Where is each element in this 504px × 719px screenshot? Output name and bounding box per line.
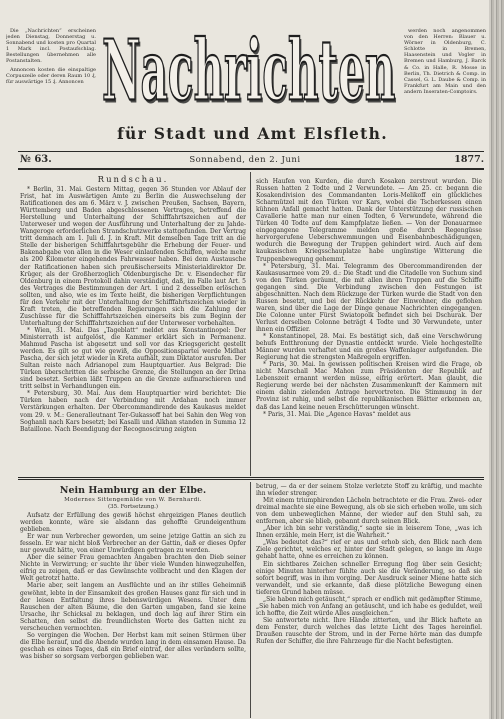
feuilleton-rule-second: [18, 479, 484, 480]
rundschau-right-column: [256, 178, 482, 473]
article-paragraph: * Paris, 30. Mai. In gewissen politischen Kreisen wird die Frage, ob nicht Marschall Mac Mahon zum Präsidenten der Republik auf Lebenszeit ernannt werden müsse, eifrig erörtert. Man glaubt, die Regierung werde bei der nächsten Zusammenkunft der Kammern mit einem dahin zielenden Antrage hervortreten. Die Stimmung in der Provinz ist ruhig, und selbst die republikanischen Blätter erkennen an, daß das Land keine neuen Erschütterungen wünscht.: [256, 361, 482, 411]
article-paragraph: * Petersburg, 31. Mai. Telegramm des Obercommandirenden der Kaukasusarmee vom 29. d.: Die Stadt und die Citadelle von Suchum sind von den Türken geräumt, die mit allen ihren Truppen auf die Schiffe gegangen sind. Die Verbindung zwischen den Festungen ist abgeschnitten. Nach dem Rückzuge der Türken wurde die Stadt von den Russen besetzt, und bei der Rückkehr der Einwohner, die geflohen waren, sind über die Lage der Dinge genaue Nachrichten eingegangen. Die Colonne unter Fürst Swiatopolk befindet sich bei Dschurak. Der Verlust derselben Colonne beträgt 4 Todte und 30 Verwundete, unter ihnen ein Offizier.: [256, 262, 482, 333]
story-paragraph: Aufsatz der Erfüllung des gewiß höchst ehrgeizigen Planes deutlich werden konnte, wäre sie alsdann das gehoffte Grundeigenthum geblieben.: [20, 512, 246, 534]
issue-date: Sonnabend, den 2. Juni: [189, 155, 301, 165]
story-paragraph: Mit einem triumphirenden Lächeln betrachtete er die Frau. Zwei- oder dreimal machte sie eine Bewegung, als ob sie sich erheben wolle, um sich von dem unbeweglichen Manne, der wieder auf den Stuhl sah, zu entfernen, aber sie blieb, gebannt durch seinen Blick.: [256, 497, 482, 526]
article-paragraph: * Berlin, 31. Mai. Gestern Mittag, gegen 36 Stunden vor Ablauf der Frist, hat im Auswärtigen Amte zu Berlin die Auswechselung der Ratificationen des am 6. März v. J. zwischen Preußen, Sachsen, Bayern, Württemberg und Baden abgeschlossenen Vertrages, betreffend die Herstellung und Unterhaltung der Schifffahrtszeichen auf der Unterweser und wegen der Ausführung und Unterhaltung der zu Jahde-Wangeroge erforderlichen Strandschutzwerke stattgefunden. Der Vertrag tritt demnach am 1. Juli d. J. in Kraft. Mit demselben Tage tritt an die Stelle der bisherigen Schifffahrtsgebühr die Erhebung der Feuer- und Bakenabgabe von allen in die Weser einlaufenden Schiffen, welche mehr als 200 Kilometer eingehendes Fahrwasser haben. Bei dem Austausche der Ratificationen haben sich preußischerseits Ministerialdirektor Dr. Krüger, als der Großherzoglich Oldenburgische Dr. v. Eisendecher für Oldenburg in einem Protokoll dahin verständigt, daß, im Falle laut Art. 5 des Vertrages die Bestimmungen der Art. 1 und 2 desselben erlöschen sollten, und also, wie es im Texte heißt, die bisherigen Verpflichtungen für den Verkehr mit der Unterhaltung der Schifffahrtszeichen wieder in Kraft treten, die betreffenden Regierungen sich die Zahlung der Zuschüsse für die Schifffahrtszeichen einerseits bis zum Beginn der Unterhaltung der Schifffahrtszeichen auf der Unterweser vorbehalten.: [20, 186, 246, 327]
article-paragraph: sich Haufen von Kurden, die durch Kosaken zerstreut wurden. Die Russen hatten 2 Todte und 2 Verwundete. — Am 25. cr. begann die Kosakendivision des Commandanten Loris-Melikoff ein glückliches Scharmützel mit den Türken vor Kars, wobei die Tscherkessen einen kühnen Anfall gemacht hatten. Dank der Unterstützung der russischen Cavallerie hatte man nur einen Todten, 6 Verwundete, während die Türken 40 Todte auf dem Kampfplatze ließen. — Von der Donauarmee eingegangene Telegramme melden große durch Regengüsse hervorgerufene Ueberschwemmungen und Eisenbahnbeschädigungen, wodurch die Bewegung der Truppen gehindert wird. Auch auf dem kaukasischen Kriegsschauplatze habe ungünstige Witterung die Truppenbewegung gehemmt.: [256, 178, 482, 263]
feuilleton-left-column: [20, 512, 246, 717]
feuilleton-rule: [18, 477, 484, 478]
story-paragraph: So vergingen die Wochen. Der Herbst kam mit seinen Stürmen über die Elbe herauf, und die Abende wurden lang in dem einsamen Hause. Da geschah es eines Tages, daß ein Brief eintraf, der alles verändern sollte, was bisher so sorgsam verborgen geblieben war.: [20, 631, 246, 660]
article-paragraph: * Wien, 31. Mai. Das „Tageblatt“ meldet aus Konstantinopel: Der Ministerrath ist aufgelöst, die Kammer erklärt sich in Permanenz. Mahmud Pascha ist abgesetzt und soll vor das Kriegsgericht gestellt werden. Es gilt so gut wie gewiß, die Oppositionspartei werde Midhat Pascha, der sich jetzt wieder in Kreta aufhält, zum Diktator ausrufen. Der Sultan reiste nach Adrianopel zum Hauptquartier. Aus Belgrad: Die Türken überschritten die serbische Grenze, die Stellungen an der Drina sind besetzt. Serbien läßt Truppen an die Grenze aufmarschieren und tritt selbst in Verhandlungen ein.: [20, 326, 246, 391]
masthead-title: Nachrichten: [102, 20, 396, 120]
story-paragraph: „Was bedeutet das?“ rief er aus und erhob sich, den Blick nach dem Ziele gerichtet, welches er, hinter der Stadt gelegen, so lange im Auge gehabt hatte, ohne es erreichen zu können.: [256, 539, 482, 561]
feuilleton-byline: Modernes Sittengemälde von W. Bernhardi.: [64, 497, 202, 503]
story-paragraph: Marie aber, seit langem an Ausflüchte und an ihr stilles Geheimniß gewöhnt, lebte in der Einsamkeit des großen Hauses ganz für sich und in der leisen Entfaltung ihres liebenswürdigen Wesens. Unter dem Rauschen der alten Bäume, die den Garten umgaben, fand sie keine Ursache, ihr Schicksal zu beklagen, und doch lag auf ihrer Stirn ein Schatten, den selbst die freundlichsten Worte des Gatten nicht zu verscheuchen vermochten.: [20, 582, 246, 632]
story-paragraph: Sie antwortete nicht. Ihre Hände zitterten, und ihr Blick haftete an dem Fenster, durch welches das letzte Licht des Tages hereinfiel. Draußen rauschte der Strom, und in der Ferne hörte man das dumpfe Rufen der Schiffer, die ihre Fahrzeuge für die Nacht befestigten.: [256, 616, 482, 646]
ad-agents-box: [404, 28, 486, 114]
column-divider: [250, 172, 251, 476]
story-paragraph: „Sie haben mich getäuscht,“ sprach er endlich mit gedämpfter Stimme, „Sie haben mich von Anfang an getäuscht, und ich habe es geduldet, weil ich hoffte, die Zeit würde Alles ausgleichen.“: [256, 595, 482, 617]
story-paragraph: Aber die seiner Frau gemachten Angaben brachten den Dieb seiner Nichte in Verwirrung; er suchte ihr über viele Wunden hinwegzuhelfen, eifrig zu zeigen, daß er das Gewünschte vollbracht und den Klagen der Welt getrotzt hatte.: [20, 554, 246, 583]
article-paragraph: * Paris, 31. Mai. Die „Agence Havas“ meldet aus: [263, 410, 411, 418]
rundschau-left-column: [20, 186, 246, 473]
subscription-info-box: [6, 28, 96, 104]
subscription-text: Die „Nachrichten“ erscheinen jeden Dienstag, Donnerstag u. Sonnabend und kosten pro Quartal 1 Mark incl. Postaufschlag. Bestellungen übernehmen alle Postanstalten.: [6, 28, 96, 65]
ad-rates-text: Annoncen kosten die einspaltige Corpuszeile oder deren Raum 10 ₰, für auswärtige 15 ₰. Annoncen: [6, 66, 96, 85]
book-page-edge: [489, 0, 504, 719]
feuilleton-installment: (35. Fortsetzung.): [108, 504, 158, 510]
story-paragraph: Ein sichtbares Zeichen schneller Erregung flog über sein Gesicht; einige Minuten hinterher fühlte auch sie die Veränderung, so daß sie sofort begriff, was in ihm vorging. Der Ausdruck seiner Miene hatte sich verwandelt, und sie erkannte, daß diese plötzliche Bewegung einen tieferen Grund haben müsse.: [256, 560, 482, 596]
masthead-bottom-rule: [18, 168, 484, 170]
story-paragraph: Er war nun Verbrecher geworden, um seine jetzige Gattin an sich zu fesseln. Er war nicht bloß Verbrecher an der Gattin, daß er dieses Opfer nur gewußt hätte, von einer Unwürdigen getragen zu werden.: [20, 533, 246, 555]
issue-year: 1877.: [454, 154, 484, 165]
masthead-top-rule: [18, 151, 484, 152]
article-paragraph: * Konstantinopel, 28. Mai. Es bestätigt sich, daß eine Verschwörung behufs Entthronung der Dynastie entdeckt wurde. Viele hochgestellte Männer wurden verhaftet und ein großes Waffenlager aufgefunden. Die Regierung hat die strengsten Maßregeln ergriffen.: [256, 333, 482, 362]
feuilleton-title: Nein Hamburg an der Elbe.: [59, 485, 207, 496]
article-paragraph: * Petersburg, 30. Mai. Aus dem Hauptquartier wird berichtet: Die Türken haben nach der Verbindung mit Ardahan noch immer Verstärkungen erhalten. Der Obercommandirende des Kaukasus meldet vom 29. v. M.: Generalleutnant Ter-Gukassoff hat bei Sahin den Weg von Soghanli nach Kars besetzt; bei Kasalli und Alkhan standen in Summa 12 Bataillone. Nach Beendigung der Recognoscirung zeigten: [20, 390, 246, 433]
feuilleton-column-divider: [250, 482, 251, 718]
ad-agents-text: werden noch angenommen von den Herren: Blauer u. Wörner in Oldenburg, C. Schlotte in Bremen, Haasenstein und Vogler in Bremen und Hamburg, J. Barck & Co. in Halle, R. Mosse in Berlin, Th. Dietrich & Comp. in Cassel, G. L. Daube & Comp. in Frankfurt am Main und den andern Inseraten-Comptoirs.: [404, 28, 486, 95]
story-paragraph: betrug, — da er der seinem Stolze verletzte Stoff zu kräftig, und machte ihn wieder strenger.: [256, 483, 482, 498]
story-paragraph: „Aber ich bin sehr verständig,“ sagte sie in leiserem Tone, „was ich Ihnen erzähle, mein Herr, ist die Wahrheit.“: [256, 525, 482, 540]
masthead-subtitle: für Stadt und Amt Elsfleth.: [117, 124, 388, 143]
feuilleton-right-column: [256, 483, 482, 717]
issue-number: № 63.: [20, 154, 52, 165]
section-heading-rundschau: Rundschau.: [97, 175, 169, 185]
